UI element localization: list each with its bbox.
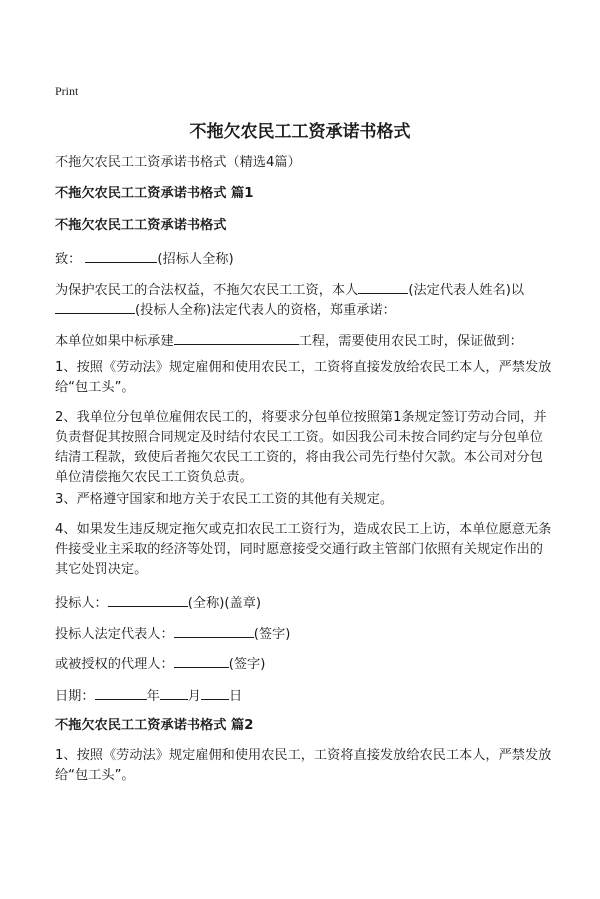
document-title: 不拖欠农民工工资承诺书格式	[189, 122, 411, 142]
bidder-label: 投标人：	[55, 596, 108, 611]
legal-rep-suffix: (签字)	[253, 627, 291, 642]
intro-text-b: (法定代表人姓名)以	[408, 283, 525, 298]
legal-rep-blank	[174, 623, 254, 638]
section-1-heading: 不拖欠农民工工资承诺书格式 篇1	[55, 186, 254, 201]
month-blank	[160, 685, 188, 700]
commitment-item-2: 2、我单位分包单位雇佣农民工的，将要求分包单位按照第1条规定签订劳动合同，并负责督促其按照合同规定及时结付农民工工资。如因我公司未按合同约定与分包单位结清工程款，致使后者拖欠农民工工资的，将由我公司先行垫付欠款。本公司对分包单位清偿拖欠农民工工资负总责。	[55, 410, 547, 485]
section-1-title: 不拖欠农民工工资承诺书格式	[55, 218, 227, 233]
intro-line-2	[55, 299, 550, 321]
project-name-blank	[174, 330, 299, 345]
recipient-prefix: 致：	[55, 252, 82, 267]
document-subtitle: 不拖欠农民工工资承诺书格式（精选4篇）	[55, 155, 301, 170]
bidder-signature-line	[55, 592, 550, 614]
commitment-item-3: 3、严格遵守国家和地方关于农民工工资的其他有关规定。	[55, 492, 394, 507]
section-2-item-1: 1、按照《劳动法》规定雇佣和使用农民工，工资将直接发放给农民工本人，严禁发放给“包工头”。	[55, 748, 552, 783]
year-label: 年	[146, 689, 160, 704]
recipient-blank	[85, 248, 157, 263]
date-label: 日期：	[55, 689, 95, 704]
recipient-suffix: (招标人全称)	[157, 252, 234, 267]
month-label: 月	[187, 689, 201, 704]
bid-text-a: 本单位如果中标承建	[55, 334, 174, 349]
bidder-suffix: (全称)(盖章)	[187, 596, 262, 611]
bid-line	[55, 330, 550, 352]
day-label: 日	[228, 689, 243, 704]
section-2-heading: 不拖欠农民工工资承诺书格式 篇2	[55, 718, 254, 733]
agent-suffix: (签字)	[228, 657, 266, 672]
intro-line-1	[55, 279, 550, 301]
legal-rep-name-blank	[358, 279, 408, 294]
date-line	[55, 685, 550, 707]
bid-text-b: 工程，需要使用农民工时，保证做到：	[298, 334, 523, 349]
agent-blank	[174, 653, 229, 668]
intro-text-c: (投标人全称)法定代表人的资格，郑重承诺：	[135, 303, 396, 318]
intro-text-a: 为保护农民工的合法权益，不拖欠农民工工资，本人	[55, 283, 359, 298]
day-blank	[201, 685, 229, 700]
print-link[interactable]: Print	[55, 84, 79, 98]
commitment-item-1: 1、按照《劳动法》规定雇佣和使用农民工，工资将直接发放给农民工本人，严禁发放给“包工头”。	[55, 360, 552, 395]
agent-label: 或被授权的代理人：	[55, 657, 174, 672]
recipient-line	[55, 248, 550, 270]
bidder-blank	[108, 592, 188, 607]
commitment-item-4: 4、如果发生违反规定拖欠或克扣农民工工资行为，造成农民工上访，本单位愿意无条件接受业主采取的经济等处罚，同时愿意接受交通行政主管部门依照有关规定作出的其它处罚决定。	[55, 522, 552, 577]
bidder-name-blank	[55, 299, 135, 314]
legal-rep-label: 投标人法定代表人：	[55, 627, 174, 642]
agent-signature-line	[55, 653, 550, 675]
year-blank	[95, 685, 147, 700]
legal-rep-signature-line	[55, 623, 550, 645]
